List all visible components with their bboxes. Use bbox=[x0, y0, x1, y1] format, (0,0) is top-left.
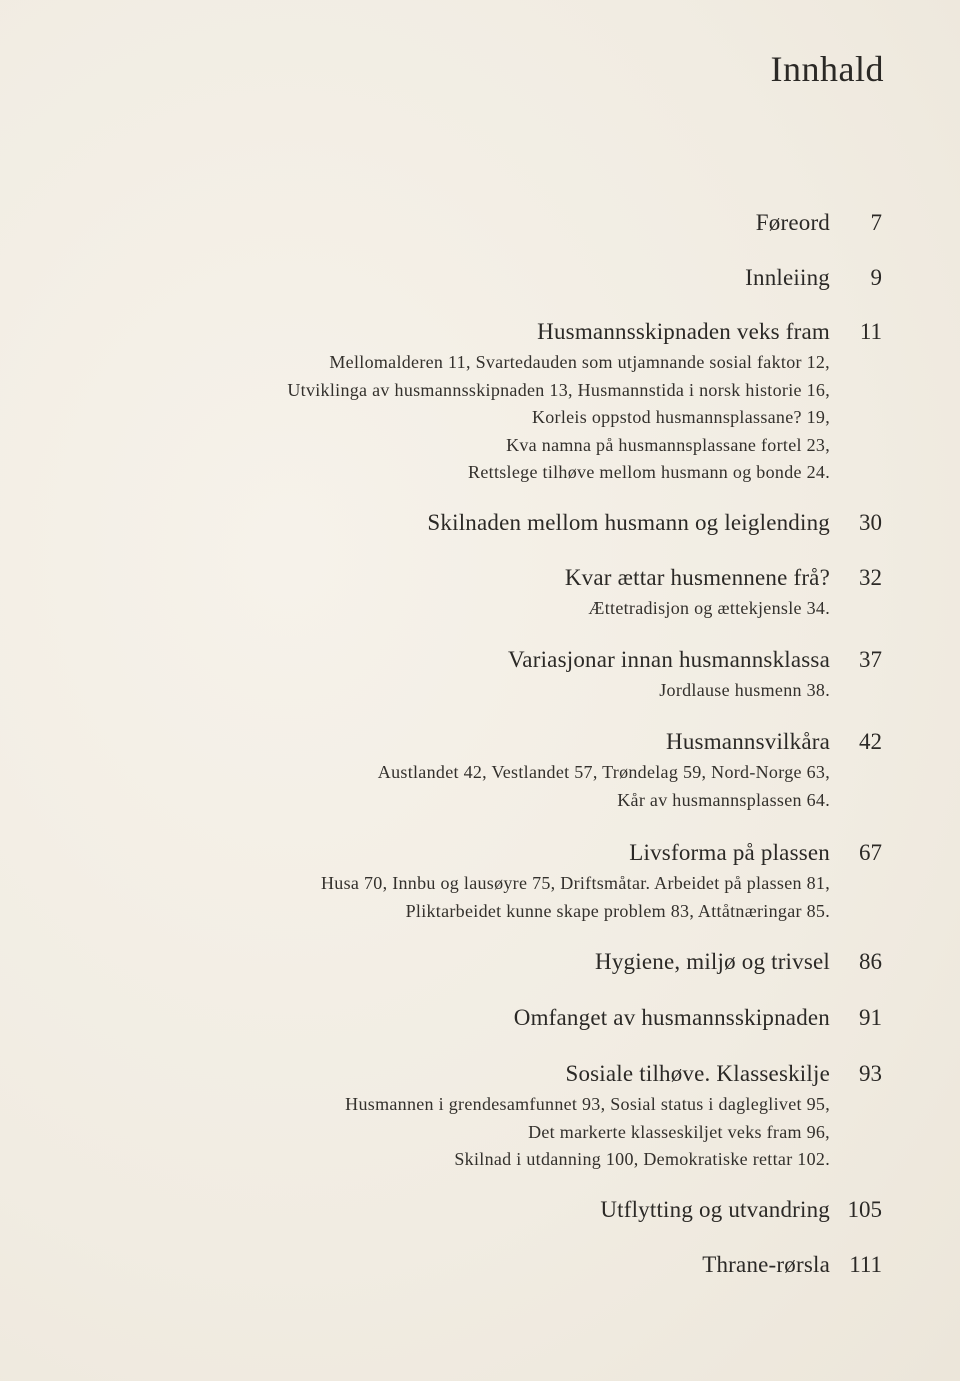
toc-subtopics: Husa 70, Innbu og lausøyre 75, Driftsmåtar. Arbeidet på plassen 81, bbox=[321, 873, 830, 893]
toc-page-number: 86 bbox=[859, 949, 882, 974]
toc-subtopics: Det markerte klasseskiljet veks fram 96, bbox=[528, 1121, 830, 1142]
toc-page-number: 30 bbox=[859, 510, 882, 535]
toc-subtopics: Jordlause husmenn 38. bbox=[659, 680, 830, 700]
toc-entry bbox=[0, 647, 960, 705]
toc-entry bbox=[0, 319, 960, 487]
toc-entry bbox=[0, 840, 960, 925]
toc-subtopics: Ættetradisjon og ættekjensle 34. bbox=[588, 598, 830, 618]
toc-page-number: 111 bbox=[849, 1252, 882, 1277]
toc-heading: Skilnaden mellom husmann og leiglending bbox=[427, 510, 830, 535]
toc-subtopics: Husmannen i grendesamfunnet 93, Sosial status i dagleglivet 95, bbox=[345, 1094, 830, 1114]
toc-heading: Omfanget av husmannsskipnaden bbox=[513, 1005, 830, 1030]
toc-heading: Hygiene, miljø og trivsel bbox=[595, 949, 830, 974]
toc-page-number: 42 bbox=[859, 729, 882, 754]
toc-heading: Kvar ættar husmennene frå? bbox=[564, 565, 830, 590]
toc-page-number: 32 bbox=[859, 565, 882, 590]
toc-subtopics: Pliktarbeidet kunne skape problem 83, Attåtnæringar 85. bbox=[405, 900, 830, 921]
toc-page-number: 9 bbox=[870, 265, 882, 290]
toc-subtopics: Kva namna på husmannsplassane fortel 23, bbox=[506, 434, 830, 455]
toc-page-number: 93 bbox=[859, 1061, 882, 1086]
toc-subtopics: Utviklinga av husmannsskipnaden 13, Husmannstida i norsk historie 16, bbox=[287, 379, 830, 400]
toc-subtopics: Austlandet 42, Vestlandet 57, Trøndelag 59, Nord-Norge 63, bbox=[377, 762, 830, 782]
toc-entry bbox=[0, 1061, 960, 1174]
toc-subtopics: Korleis oppstod husmannsplassane? 19, bbox=[531, 407, 830, 427]
toc-heading: Livsforma på plassen bbox=[629, 840, 830, 865]
toc-entry bbox=[0, 265, 960, 295]
toc-subtopics: Rettslege tilhøve mellom husmann og bonde 24. bbox=[468, 462, 830, 482]
toc-heading: Thrane-rørsla bbox=[702, 1252, 830, 1277]
toc-entry bbox=[0, 949, 960, 979]
toc-subtopics: Kår av husmannsplassen 64. bbox=[617, 789, 830, 810]
toc-page-number: 11 bbox=[859, 319, 882, 344]
toc-page-number: 7 bbox=[870, 210, 882, 235]
toc-heading: Utflytting og utvandring bbox=[600, 1197, 830, 1222]
toc-page-number: 37 bbox=[859, 647, 882, 672]
toc-subtopics: Mellomalderen 11, Svartedauden som utjamnande sosial faktor 12, bbox=[329, 352, 830, 372]
toc-heading: Husmannsskipnaden veks fram bbox=[537, 319, 830, 344]
toc-page-number: 105 bbox=[847, 1197, 882, 1222]
toc-heading: Sosiale tilhøve. Klasseskilje bbox=[565, 1061, 830, 1086]
toc-heading: Husmannsvilkåra bbox=[666, 729, 830, 754]
toc-page-number: 67 bbox=[859, 840, 882, 865]
toc-entry bbox=[0, 729, 960, 814]
toc-entry bbox=[0, 1252, 960, 1282]
toc-entry bbox=[0, 1197, 960, 1227]
toc-entry bbox=[0, 565, 960, 623]
toc-entry bbox=[0, 1005, 960, 1035]
toc-heading: Innleiing bbox=[745, 265, 830, 290]
toc-heading: Variasjonar innan husmannsklassa bbox=[508, 647, 830, 672]
toc-entry bbox=[0, 210, 960, 240]
toc-heading: Føreord bbox=[755, 210, 830, 235]
toc-entry bbox=[0, 510, 960, 540]
page-title: Innhald bbox=[770, 49, 884, 89]
toc-page-number: 91 bbox=[859, 1005, 882, 1030]
toc-subtopics: Skilnad i utdanning 100, Demokratiske rettar 102. bbox=[454, 1149, 830, 1169]
